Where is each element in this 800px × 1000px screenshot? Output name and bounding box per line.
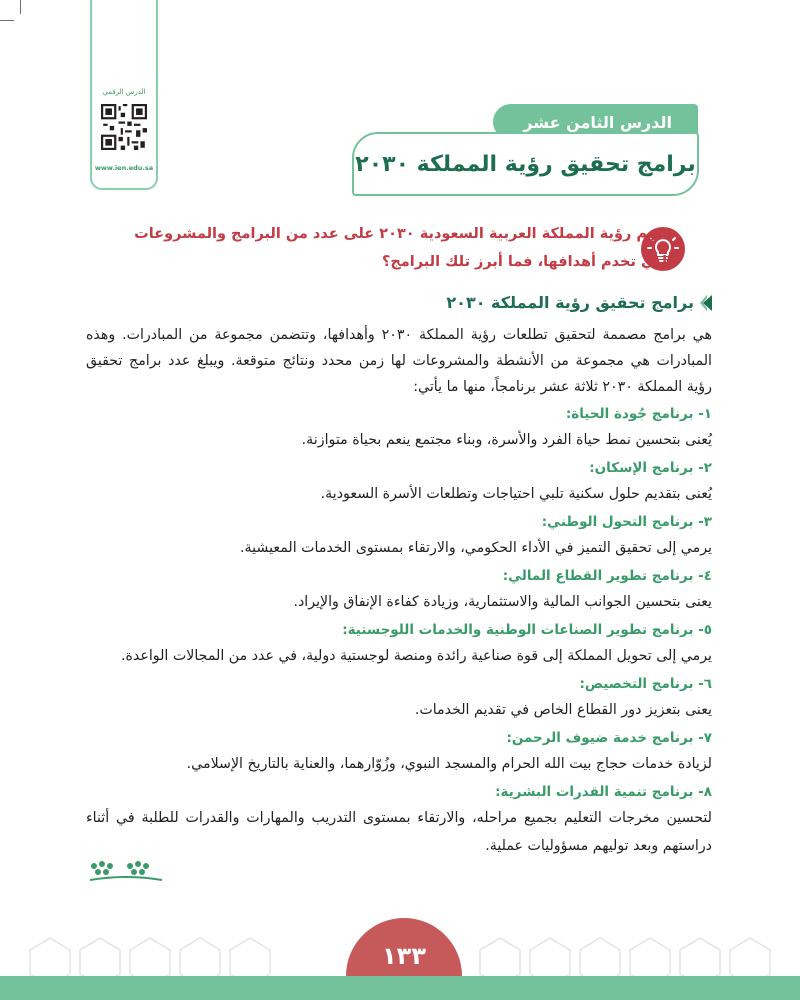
section-heading-text: برامج تحقيق رؤية المملكة ٢٠٣٠	[446, 293, 694, 312]
vision-logo-icon	[86, 858, 166, 886]
program-title: ٥- برنامج تطوير الصناعات الوطنية والخدمات اللوجستية:	[342, 622, 712, 638]
program-title: ٧- برنامج خدمة ضيوف الرحمن:	[506, 730, 712, 746]
program-title: ٦- برنامج التخصيص:	[579, 676, 712, 692]
program-title: ١- برنامج جُودة الحياة:	[565, 406, 712, 422]
program-item	[86, 780, 712, 860]
lesson-number-tab: الدرس الثامن عشر	[493, 104, 698, 140]
program-item	[86, 456, 712, 508]
program-description: يُعنى بتحسين نمط حياة الفرد والأسرة، وبناء مجتمع ينعم بحياة متوازنة.	[301, 432, 712, 448]
intro-line: تقوم رؤية المملكة العربية السعودية ٢٠٣٠ على عدد من البرامج والمشروعات	[134, 226, 672, 242]
program-title: ٣- برنامج التحول الوطني:	[541, 514, 712, 530]
program-description: يرمي إلى تحويل المملكة إلى قوة صناعية رائدة ومنصة لوجستية دولية، في عدد من المجالات الواعدة.	[120, 648, 712, 664]
page-number: ١٣٣	[346, 918, 462, 976]
program-description: يُعنى بتقديم حلول سكنية تلبي احتياجات وتطلعات الأسرة السعودية.	[320, 486, 712, 502]
program-item	[86, 672, 712, 724]
program-item	[86, 402, 712, 454]
program-title: ٢- برنامج الإسكان:	[589, 460, 712, 476]
crop-mark	[0, 20, 14, 21]
chevron-icon	[700, 295, 712, 311]
section-paragraph: هي برامج مصممة لتحقيق تطلعات رؤية المملكة ٢٠٣٠ وأهدافها، وتتضمن مجموعة من المبادرات. وهذه المبادرات هي مجموعة من الأنشطة والمشروعات لها زمن محدد ونتائج متوقعة. ويبلغ عدد برامج تحقيق رؤية المملكة ٢٠٣٠ ثلاثة عشر برنامجاً، منها ما يأتي:	[86, 327, 712, 395]
program-description: يعنى بتحسين الجوانب المالية والاستثمارية، وزيادة كفاءة الإنفاق والإيراد.	[293, 594, 712, 610]
program-description: لتحسين مخرجات التعليم بجميع مراحله، والارتقاء بمستوى التدريب والمهارات والقدرات للطلبة في أثناء دراستهم وبعد توليهم مسؤوليات عملية.	[86, 810, 712, 854]
program-item	[86, 618, 712, 670]
program-description: يرمي إلى تحقيق التميز في الأداء الحكومي، والارتقاء بمستوى الخدمات المعيشية.	[240, 540, 712, 556]
lesson-content	[86, 290, 712, 860]
intro-line: التي تخدم أهدافها، فما أبرز تلك البرامج؟	[381, 254, 672, 270]
program-description: يعنى بتعزيز دور القطاع الخاص في تقديم الخدمات.	[414, 702, 712, 718]
section-heading	[86, 290, 712, 316]
program-item	[86, 726, 712, 778]
program-title: ٨- برنامج تنمية القدرات البشرية:	[495, 784, 712, 800]
program-item	[86, 510, 712, 562]
page-title	[352, 132, 699, 196]
qr-label: الدرس الرقمي	[102, 88, 146, 96]
program-title: ٤- برنامج تطوير القطاع المالي:	[502, 568, 712, 584]
crop-mark	[20, 0, 21, 14]
intro-question	[92, 220, 672, 276]
program-item	[86, 564, 712, 616]
digital-lesson-panel[interactable]	[90, 0, 158, 190]
footer-bar	[0, 976, 800, 1000]
program-description: لزيادة خدمات حجاج بيت الله الحرام والمسجد النبوي، وزُوّارهما، والعناية بالتاريخ الإسلامي.	[186, 756, 712, 772]
qr-code-icon[interactable]	[101, 104, 147, 150]
site-url[interactable]: www.ien.edu.sa	[94, 164, 154, 172]
page-title-text: برامج تحقيق رؤية المملكة ٢٠٣٠	[355, 151, 696, 177]
